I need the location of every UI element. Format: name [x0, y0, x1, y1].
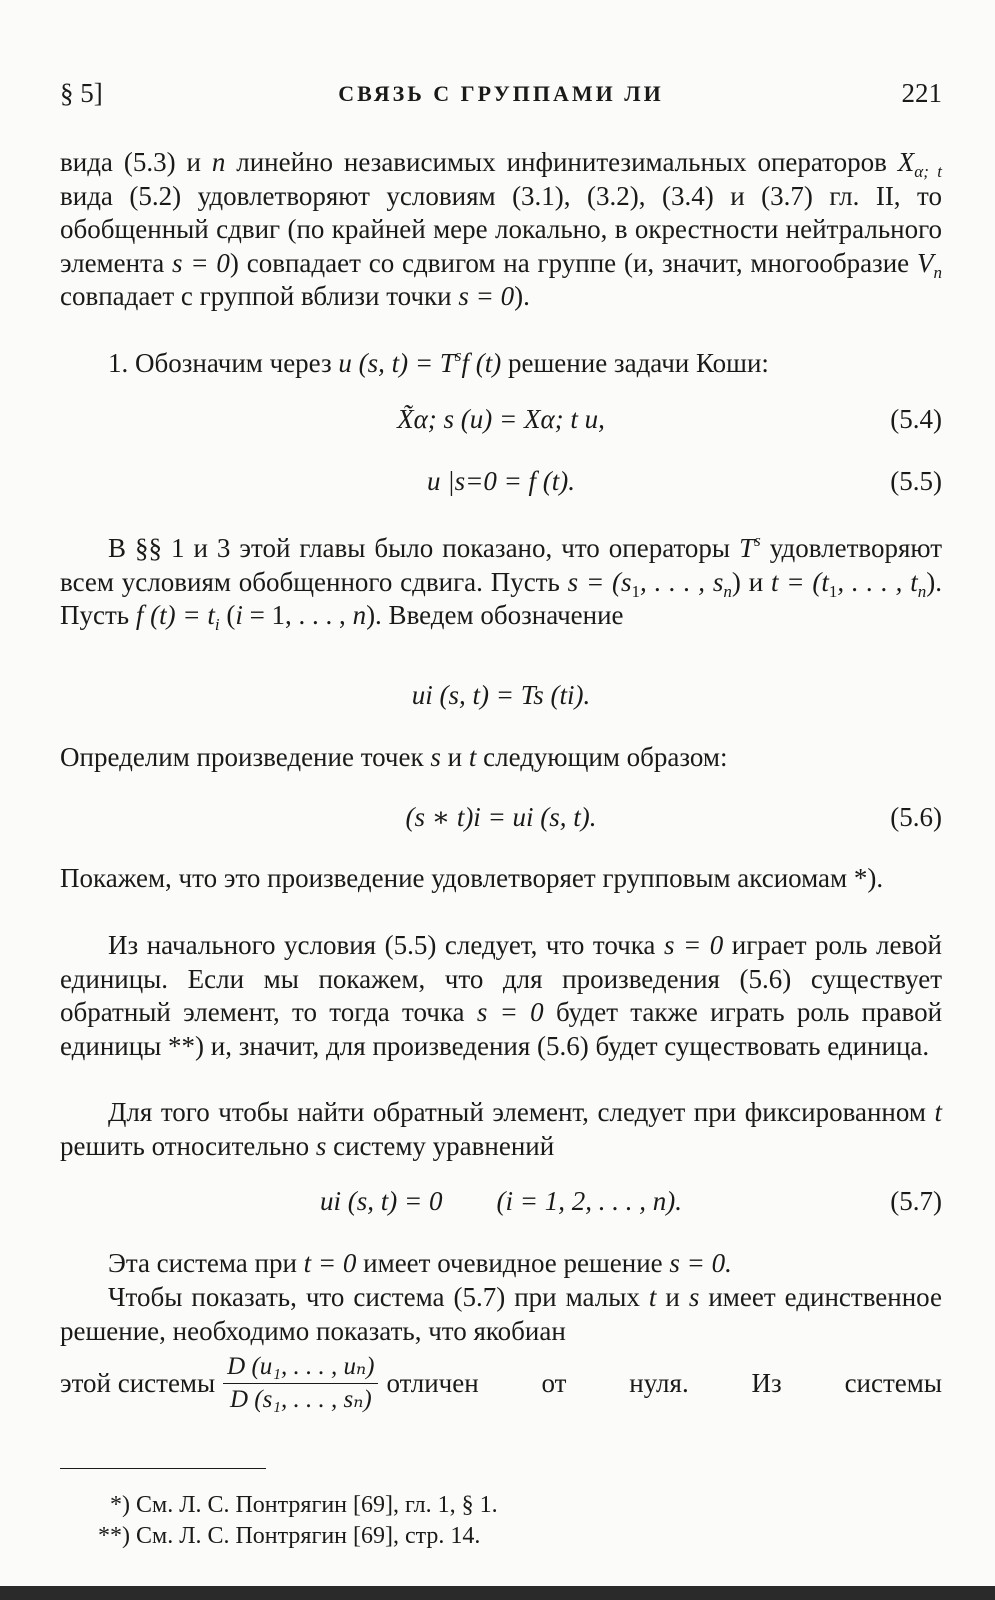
running-title: СВЯЗЬ С ГРУППАМИ ЛИ: [338, 81, 664, 106]
equation-number: (5.7): [890, 1186, 942, 1216]
equation-formula: X̃α; s (u) = Xα; t u,: [397, 404, 605, 434]
scan-bottom-edge: [0, 1586, 995, 1600]
equation-5-6: [60, 802, 942, 842]
equation-number: (5.6): [890, 802, 942, 832]
equation-5-4: [60, 404, 942, 444]
footnote-rule: [60, 1468, 266, 1469]
paragraph-4: Покажем, что это произведение удовлетворяет групповым аксиомам *).: [60, 863, 884, 893]
equation-ui: [60, 680, 942, 720]
equation-formula: ui (s, t) = 0 (i = 1, 2, . . . , n).: [320, 1186, 682, 1216]
equation-formula: (s ∗ t)i = ui (s, t).: [405, 802, 597, 832]
footnote-2: **) См. Л. С. Понтрягин [69], стр. 14.: [98, 1523, 481, 1549]
jacobian-line: этой системы $\frac{\text{D (u₁, . . . , uₙ)}}{\text{D (s₁, . . . , sₙ)}}$ отличен от нуля. Из системы: [60, 1353, 942, 1413]
paragraph-continuation: вида (5.3) и n линейно независимых инфинитезимальных операторов $X_{\alpha; t}$ вида (5.2) удовлетворяют условиям (3.1), (3.2), (3.4) и (3.7) гл. II, то обобщенный сдвиг (по крайней мере локально, в окрестности нейтрального элемента s = 0) совпадает со сдвигом на группе (и, значит, многообразие $V_n$ совпадает с группой вблизи точки s = 0).: [60, 147, 942, 311]
equation-number: (5.5): [890, 466, 942, 496]
equation-5-5: [60, 466, 942, 506]
fraction-numerator: D (u₁, . . . , uₙ): [223, 1352, 378, 1384]
footnote-1: *) См. Л. С. Понтрягин [69], гл. 1, § 1.: [110, 1492, 498, 1518]
paragraph-8: Чтобы показать, что система (5.7) при малых t и s имеет единственное решение, необходимо показать, что якобиан: [60, 1282, 942, 1346]
paragraph-7: Эта система при t = 0 имеет очевидное решение s = 0.: [108, 1248, 732, 1278]
fraction-denominator: D (s₁, . . . , sₙ): [229, 1386, 372, 1413]
equation-formula: u |s=0 = f (t).: [426, 466, 576, 496]
section-marker: § 5]: [60, 78, 103, 108]
equation-formula: ui (s, t) = Ts (ti).: [411, 680, 591, 710]
paragraph-6: Для того чтобы найти обратный элемент, следует при фиксированном t решить относительно s систему уравнений: [60, 1097, 942, 1161]
book-page: [60, 0, 942, 1600]
page-number: 221: [901, 78, 942, 108]
equation-5-7: [60, 1186, 942, 1226]
paragraph-3: Определим произведение точек s и t следующим образом:: [60, 742, 728, 772]
equation-number: (5.4): [890, 404, 942, 434]
paragraph-1: 1. Обозначим через u (s, $t) = T^sf$ (t) решение задачи Коши:: [108, 346, 769, 378]
paragraph-2: В §§ 1 и 3 этой главы было показано, что операторы $T^s$ удовлетворяют всем условиям обобщенного сдвига. Пусть $s = (s_1$, . . . , $s_n$) и $t = (t_1$, . . . , $t_n$). Пусть f $(t) = t_i$ (i = 1, . . . , n). Введем обозначение: [60, 531, 942, 634]
running-header: [60, 78, 942, 118]
paragraph-5: Из начального условия (5.5) следует, что точка s = 0 играет роль левой единицы. Если мы покажем, что для произведения (5.6) существует обратный элемент, то тогда точка s = 0 будет также играть роль правой единицы **) и, значит, для произведения (5.6) будет существовать единица.: [60, 930, 943, 1061]
jacobian-fraction: [223, 1352, 378, 1415]
